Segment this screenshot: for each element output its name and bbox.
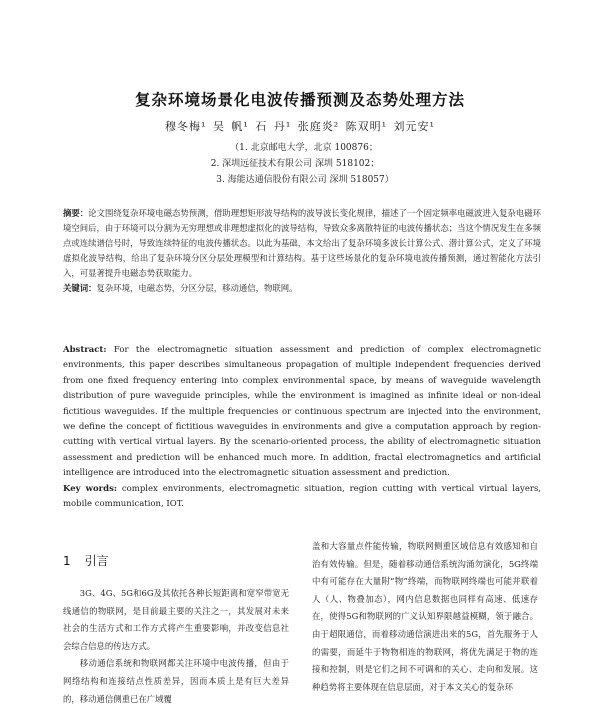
chinese-abstract <box>63 206 541 296</box>
keywords-text: 复杂环境，电磁态势，分区分层，移动通信，物联网。 <box>96 283 298 293</box>
affiliation-block <box>0 140 600 188</box>
english-abstract <box>63 343 541 512</box>
affiliation-line: （1. 北京邮电大学，北京 100876； <box>230 143 378 153</box>
abstract-text: 论文围绕复杂环境电磁态势预测，借助理想矩形波导结构的波导波长变化规律，描述了一个固定频率电磁波进入复杂电磁环境空间后，由于环境可以分割为无穷理想或非理想虚拟化的波导结构，导致众多离散特征的电波传播状态；当这个情况发生在多频点或连续谱信号时，导致连续特征的电波传播状态。以此为基础，本文给出了复杂环境多波长计算公式、潜计算公式，定义了环境虚拟化波导结构，给出了复杂环境分区分层处理模型和计算结构。基于这些场景化的复杂环境电波传播预测，通过智能化方法引入，可显著提升电磁态势获取能力。 <box>63 208 542 278</box>
abstract-label-en: Abstract: <box>63 345 107 355</box>
author-list: 穆冬梅¹ 吴 帆¹ 石 丹¹ 张庭炎² 陈双明¹ 刘元安¹ <box>165 120 435 133</box>
abstract-text-en: For the electromagnetic situation assessment and prediction of complex electromagnetic environments, this paper describes simultaneous propagation of multiple independent frequencies derived from one fixed frequency entering into complex environmental space, by means of waveguide wavelength distribution of pure waveguide principles, while the environment is imagined as infinite ideal or non-ideal fictitious waveguides. If the multiple frequencies or continuous spectrum are injected into the environment, we define the concept of fictitious waveguides in environments and give a computation approach by region-cutting with vertical virtual layers. By the scenario-oriented process, the ability of electromagnetic situation assessment and prediction will be enhanced much more. In addition, fractal electromagnetics and artificial intelligence are introduced into the electromagnetic situation assessment and prediction. <box>63 345 542 479</box>
abstract-label: 摘要： <box>63 208 89 218</box>
body-column-left <box>63 585 289 708</box>
paper-title: 复杂环境场景化电波传播预测及态势处理方法 <box>134 91 465 109</box>
keywords-text-en: complex environments, electromagnetic situation, region cutting with vertical virtual layers, mobile communication, IOT. <box>63 483 542 510</box>
keywords-label: 关键词： <box>63 283 97 293</box>
body-column-right <box>312 538 538 696</box>
section-number: 1 <box>63 554 71 568</box>
section-title: 引言 <box>84 554 109 568</box>
body-paragraph: 盖和大容量点件能传输，物联网侧重区域信息有效感知和自治有效传输。但是，随着移动通信系统沟涌勿演化，5G终端中有可能存在大量附“物”终端，而物联网终端也可能并联着人（人、物叠加态），网内信息数据也同样有高速、低速存在，使得5G和物联网的广义认知界限越益模糊，领于融合。由于超限通信，而着移动通信演进出来的5G，首先服务于人的需要，而延牛于物物相连的物联网，将优先满足于物的连接和控制，则是它们之间不可调和的关心、走向和发展。这种趋势将主要体现在信息层面，对于本文关心的复杂环 <box>312 541 538 692</box>
affiliation-line: 2. 深圳远征技术有限公司 深圳 518102； <box>210 159 380 169</box>
affiliation-line: 3. 海能达通信股份有限公司 深圳 518057） <box>216 175 394 185</box>
section-heading <box>63 552 109 569</box>
body-paragraph: 3G、4G、5G和6G及其依托各种长短距离和宽窄带宽无线通信的物联网，是目前最主要的关注之一，其发展对未来社会的生活方式和工作方式将产生重要影响，并改变信息社会综合信息的传达方式。 <box>63 588 289 651</box>
keywords-label-en: Key words: <box>63 483 118 494</box>
body-paragraph: 移动通信系统和物联网都关注环境中电波传播，但由于网络结构和连接结点性质差异，因而本质上是有巨大差异的，移动通信侧重已在广域覆 <box>63 658 289 704</box>
